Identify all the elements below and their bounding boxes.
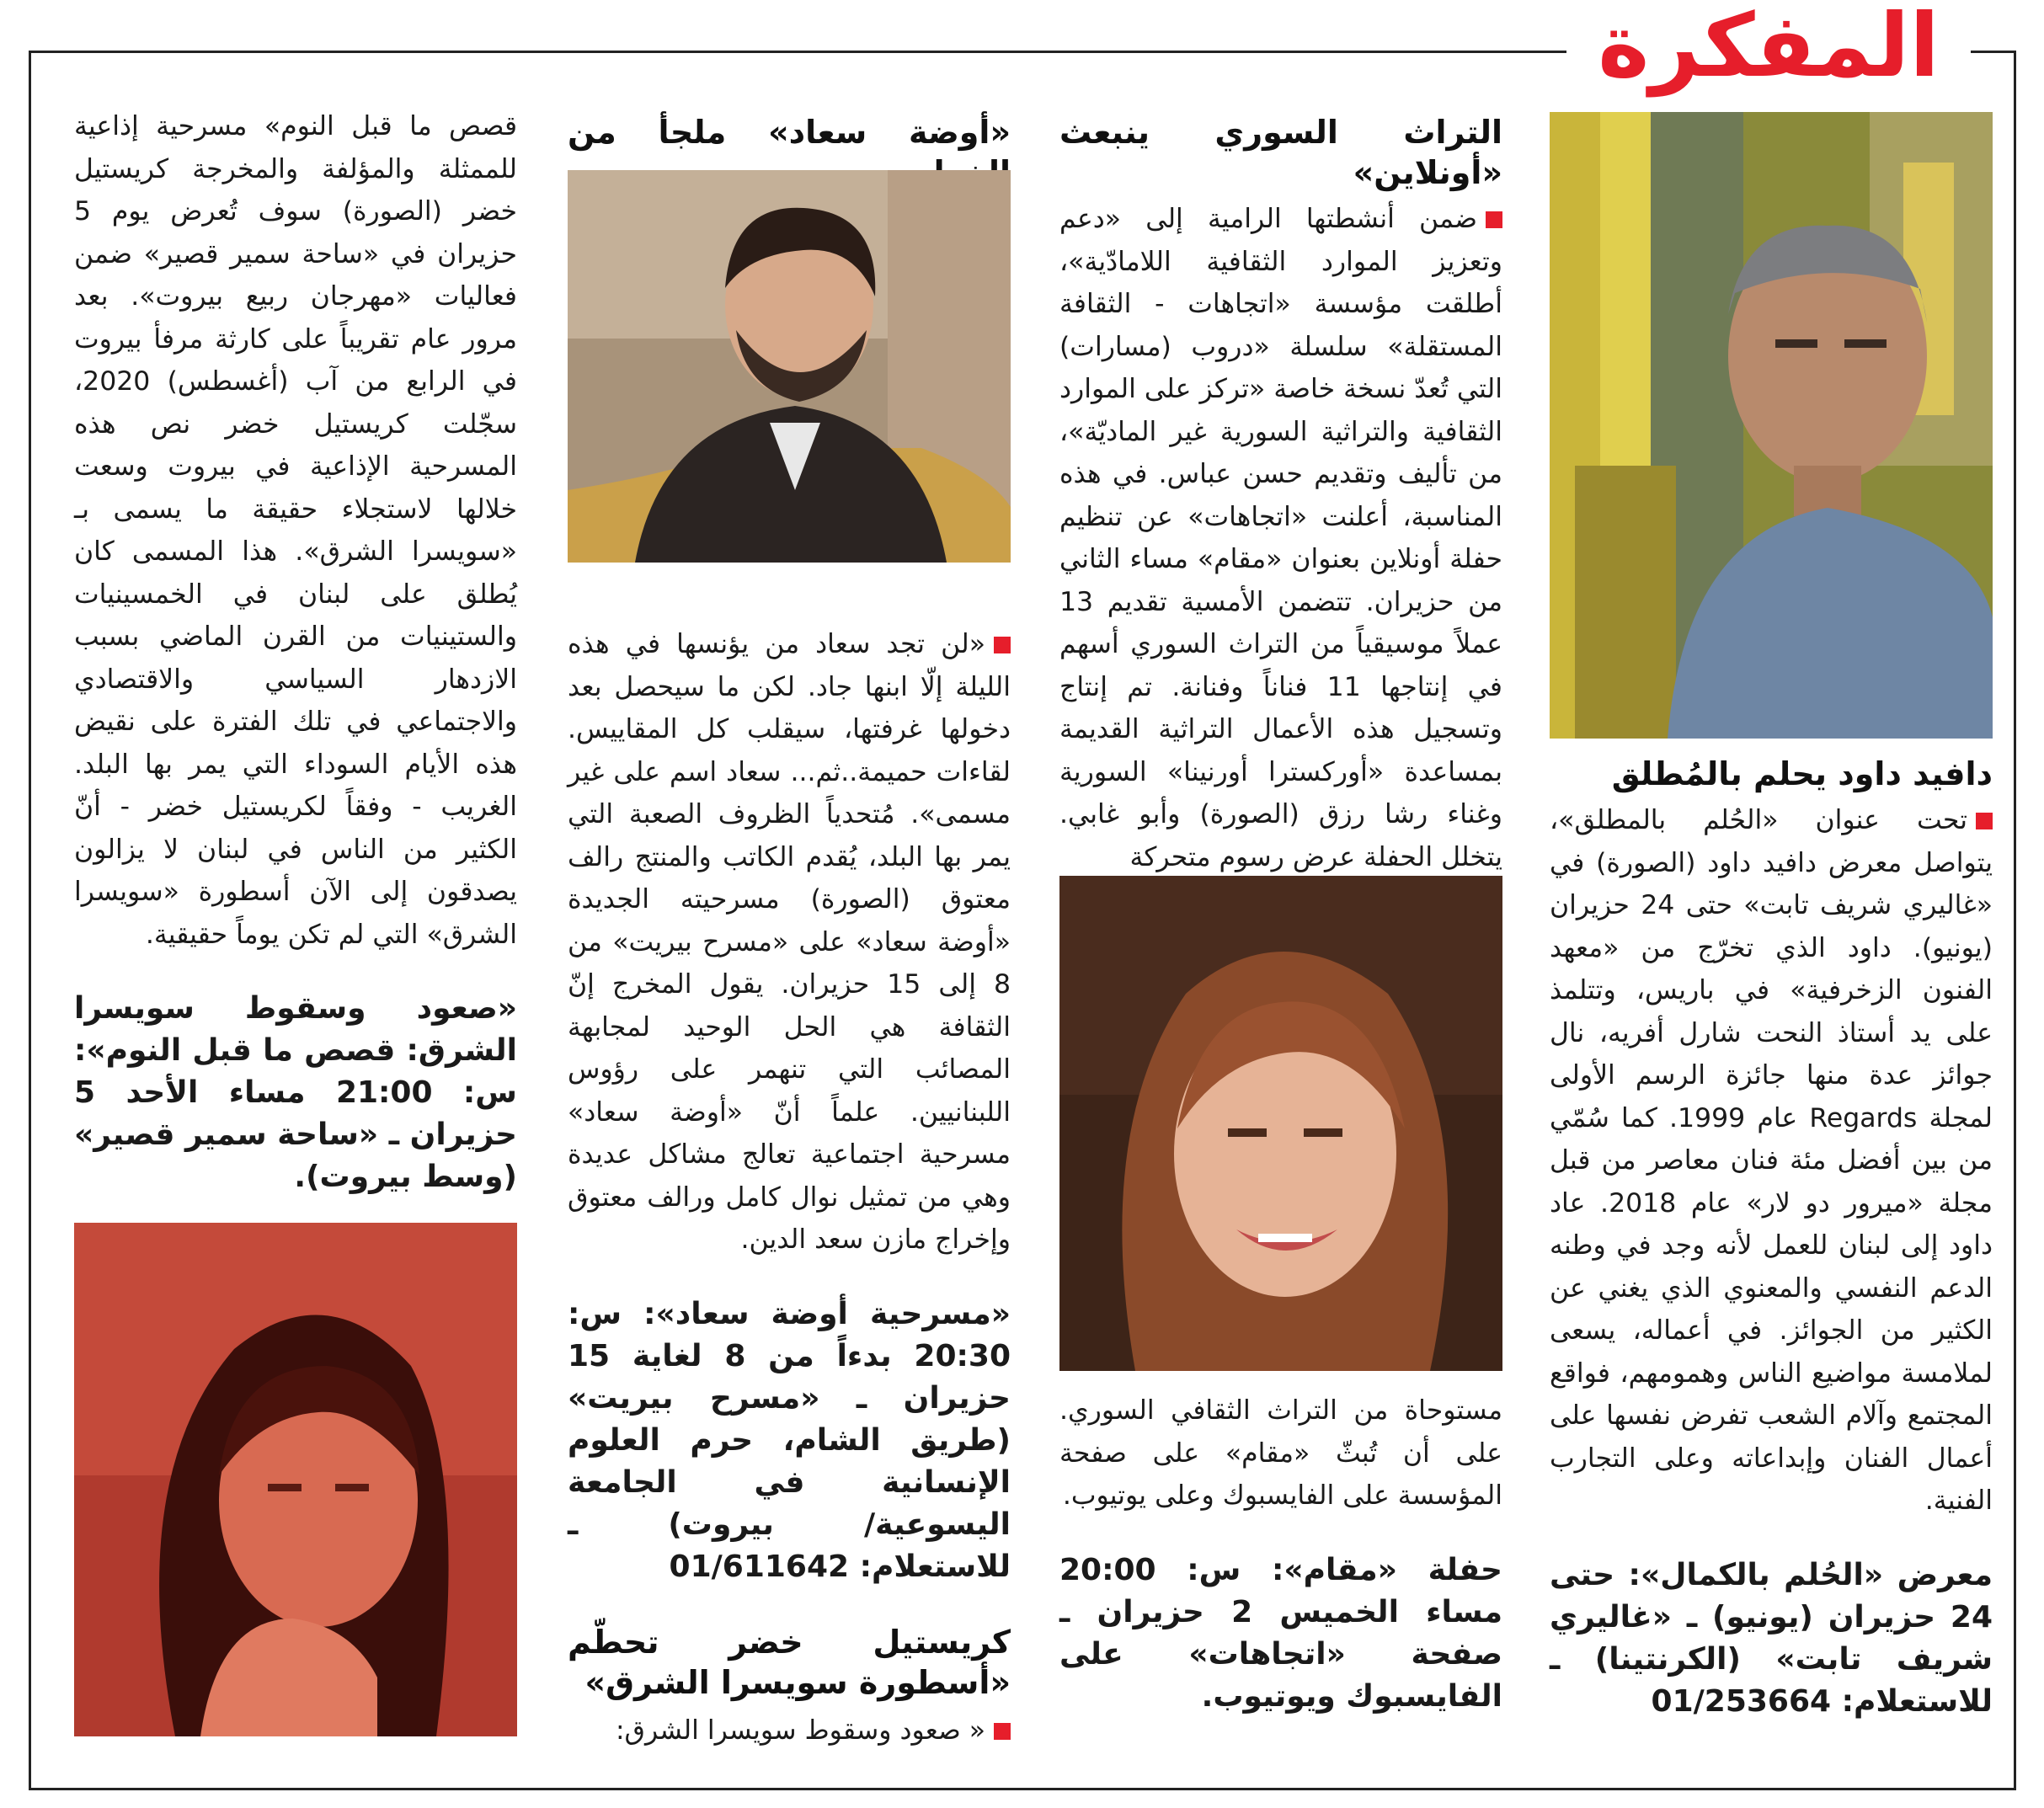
khodr-body: قصص ما قبل النوم» مسرحية إذاعية للممثلة والمؤلفة والمخرجة كريستيل خضر (الصورة) سوف تُعرض يوم 5 حزيران في «ساحة سمير قصير» ضمن فعاليات «مهرجان ربيع بيروت». بعد مرور عام تقريباً على كارثة مرفأ بيروت في الرابع من آب (أغسطس) 2020، سجّلت كريستيل خضر نص هذه المسرحية الإذاعية في بيروت وسعت خلالها لاستجلاء حقيقة ما يسمى بـ «سويسرا الشرق». هذا المسمى كان يُطلق على لبنان في الخمسينيات والستينيات من القرن الماضي بسبب الازدهار السياسي والاقتصادي والاجتماعي في تلك الفترة على نقيض هذه الأيام السوداء التي يمر بها البلد. الغريب - وفقاً لكريستيل خضر - أنّ الكثير من الناس في لبنان لا يزالون يصدقون إلى الآن أسطورة «سويسرا الشرق» التي لم تكن يوماً حقيقية. bbox=[74, 111, 517, 950]
heritage-article bbox=[1059, 112, 1502, 878]
dawood-info: معرض «الحُلم بالكمال»: حتى 24 حزيران (يونيو) ـ «غاليري شريف تابت» (الكرنتينا) ـ للاستعلام: 01/253664 bbox=[1550, 1557, 1993, 1719]
dawood-photo bbox=[1550, 112, 1993, 739]
khodr-article bbox=[74, 105, 517, 1198]
saad-photo bbox=[568, 170, 1011, 563]
dawood-headline: دافيد داود يحلم بالمُطلق bbox=[1611, 755, 1993, 792]
dawood-article bbox=[1550, 754, 1993, 1723]
heritage-body: ضمن أنشطتها الرامية إلى «دعم وتعزيز الموارد الثقافية اللامادّية»، أطلقت مؤسسة «اتجاهات - الثقافة المستقلة» سلسلة «دروب (مسارات) التي تُعدّ نسخة خاصة «تركز على الموارد الثقافية والتراثية السورية غير الماديّة»، من تأليف وتقديم حسن عباس. في هذه المناسبة، أعلنت «اتجاهات» عن تنظيم حفلة أونلاين بعنوان «مقام» مساء الثاني من حزيران. تتضمن الأمسية تقديم 13 عملاً موسيقياً من التراث السوري أسهم في إنتاجها 11 فناناً وفنانة. تم إنتاج وتسجيل هذه الأعمال التراثية القديمة بمساعدة «أوركسترا أورنينا» السورية وغناء رشا رزق (الصورة) وأبو غابي. يتخلل الحفلة عرض رسوم متحركة bbox=[1059, 204, 1502, 872]
bullet-icon bbox=[994, 637, 1011, 653]
heritage-caption-block bbox=[1059, 1389, 1502, 1718]
heritage-caption: مستوحاة من التراث الثقافي السوري. على أن تُبثّ «مقام» على صفحة المؤسسة على الفايسبوك وعلى يوتيوب. bbox=[1059, 1395, 1502, 1511]
khodr-teaser: « صعود وسقوط سويسرا الشرق: bbox=[568, 1709, 1011, 1752]
heritage-headline: التراث السوري ينبعث «أونلاين» bbox=[1059, 114, 1502, 191]
bullet-icon bbox=[994, 1723, 1011, 1740]
khodr-photo bbox=[74, 1223, 517, 1736]
khodr-portrait bbox=[74, 1223, 517, 1736]
section-masthead: المفكرة bbox=[1566, 0, 1971, 97]
heritage-photo bbox=[1059, 876, 1502, 1371]
bullet-icon bbox=[1486, 211, 1502, 228]
saad-article bbox=[568, 623, 1011, 1752]
saad-headline: «أوضة سعاد» ملجأ من bbox=[568, 114, 1011, 151]
dawood-body: تحت عنوان «الحُلم بالمطلق»، يتواصل معرض دافيد داود (الصورة) في «غاليري شريف تابت» حتى 24 حزيران (يونيو). داود الذي تخرّج من «معهد الفنون الزخرفية» في باريس، وتتلمذ على يد أستاذ النحت شارل أفريه، نال جوائز عدة منها جائزة الرسم الأولى لمجلة Regards عام 1999. كما سُمّي من بين أفضل مئة فنان معاصر من قبل مجلة «ميرور دو لار» عام 2018. عاد داود إلى لبنان للعمل لأنه وجد في وطنه الدعم النفسي والمعنوي الذي يغني عن الكثير من الجوائز. في أعماله، يسعى لملامسة مواضيع الناس وهمومهم، فواقع المجتمع وآلام الشعب تفرض نفسها على أعمال الفنان وإبداعاته وعلى التجارب الفنية. bbox=[1550, 805, 1993, 1516]
khodr-headline: كريستيل خضر تحطّم «أسطورة سويسرا الشرق» bbox=[568, 1623, 1011, 1701]
heritage-info: حفلة «مقام»: س: 20:00 مساء الخميس 2 حزيران ـ صفحة «اتجاهات» على الفايسبوك ويوتيوب. bbox=[1059, 1552, 1502, 1714]
saad-info: «مسرحية أوضة سعاد»: س: 20:30 بدءاً من 8 لغاية 15 حزيران ـ «مسرح بيريت» (طريق الشام، حرم العلوم الإنسانية في الجامعة اليسوعية/ بيروت) ـ للاستعلام: 01/611642 bbox=[568, 1296, 1011, 1584]
dawood-portrait bbox=[1550, 112, 1993, 739]
saad-body: «لن تجد سعاد من يؤنسها في هذه الليلة إلّا ابنها جاد. لكن ما سيحصل بعد دخولها غرفتها، سيقلب كل المقاييس. لقاءات حميمة..ثم... سعاد اسم على غير مسمى». مُتحدياً الظروف الصعبة التي يمر بها البلد، يُقدم الكاتب والمنتج رالف معتوق (الصورة) مسرحيته الجديدة «أوضة سعاد» على «مسرح بيريت» من 8 إلى 15 حزيران. يقول المخرج إنّ الثقافة هي الحل الوحيد لمجابهة المصائب التي تنهمر على رؤوس اللبنانيين. علماً أنّ «أوضة سعاد» مسرحية اجتماعية تعالج مشاكل عديدة وهي من تمثيل نوال كامل ورالف معتوق وإخراج مازن سعد الدين. bbox=[568, 629, 1011, 1255]
bullet-icon bbox=[1976, 813, 1993, 829]
rasha-rizk-portrait bbox=[1059, 876, 1502, 1371]
maatouk-portrait bbox=[568, 170, 1011, 563]
khodr-info: «صعود وسقوط سويسرا الشرق: قصص ما قبل النوم»: س: 21:00 مساء الأحد 5 حزيران ـ «ساحة سمير قصير» (وسط بيروت). bbox=[74, 991, 517, 1194]
